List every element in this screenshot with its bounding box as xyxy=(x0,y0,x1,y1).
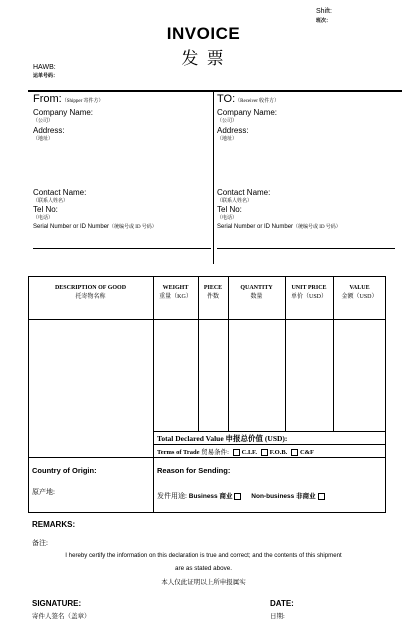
col-header-quantity: QUANTITY 数量 xyxy=(240,285,273,300)
from-tel-label: Tel No: xyxy=(33,205,58,214)
col-header-weight: WEIGHT 重量（KG） xyxy=(159,285,192,300)
to-address-cn: （地址） xyxy=(217,137,238,142)
to-address-label: Address: xyxy=(217,126,249,135)
certify-statement-line2: are as stated above. xyxy=(174,565,233,572)
to-serial-underline xyxy=(217,248,395,249)
to-section xyxy=(217,93,397,142)
header-rule xyxy=(28,90,402,92)
to-company-cn: （公司） xyxy=(217,119,238,124)
to-contact-cn: （联系人姓名） xyxy=(217,199,253,204)
from-address-label: Address: xyxy=(33,126,65,135)
from-serial-underline xyxy=(33,248,211,249)
cif-checkbox[interactable] xyxy=(233,449,240,456)
certify-statement-cn: 本人仅此证明以上所申报属实 xyxy=(161,579,246,586)
country-of-origin-label: Country of Origin: xyxy=(32,466,97,475)
from-heading: From:（Shipper 寄件方） xyxy=(33,93,104,105)
to-tel-cn: （电话） xyxy=(217,216,238,221)
hawb-label-cn: 运单号码： xyxy=(33,73,59,79)
to-company-label: Company Name: xyxy=(217,108,278,117)
date-label-cn: 日期: xyxy=(270,613,285,620)
shift-label-cn: 班次： xyxy=(316,18,332,24)
signature-label-cn: 寄件人签名（盖章） xyxy=(32,613,91,620)
hawb-label: HAWB: xyxy=(33,64,56,71)
certify-statement-line1: I hereby certify the information on this declaration is true and correct; and the contents of this shipment xyxy=(65,552,342,559)
signature-label: SIGNATURE: xyxy=(32,599,82,608)
origin-reason-divider xyxy=(153,458,154,513)
terms-of-trade: Terms of Trade 贸易条件: C.I.F. F.O.B. C&F xyxy=(157,449,315,456)
fob-checkbox[interactable] xyxy=(261,449,268,456)
date-label: DATE: xyxy=(270,599,294,608)
col-header-piece: PIECE 件数 xyxy=(203,285,223,300)
from-tel-cn: （电话） xyxy=(33,216,54,221)
from-serial-label: Serial Number or ID Number（统编号或 ID 号码） xyxy=(33,224,157,230)
col-header-unit-price: UNIT PRICE 单价（USD） xyxy=(290,285,327,300)
col-header-description: DESCRIPTION OF GOOD 托寄物名称 xyxy=(54,285,127,300)
country-of-origin-cn: 原产地: xyxy=(32,488,55,496)
total-declared-value: Total Declared Value 申报总价值 (USD): xyxy=(157,434,288,443)
to-tel-label: Tel No: xyxy=(217,205,242,214)
from-contact-section xyxy=(33,188,211,230)
to-serial-label: Serial Number or ID Number（统编号或 ID 号码） xyxy=(217,224,341,230)
from-company-cn: （公司） xyxy=(33,119,54,124)
invoice-title-cn: 发 票 xyxy=(181,49,226,68)
remarks-label: REMARKS: xyxy=(32,520,76,529)
from-section xyxy=(33,93,211,142)
reason-for-sending-label: Reason for Sending: xyxy=(157,466,231,475)
from-address-cn: （地址） xyxy=(33,137,54,142)
table-totals-rule xyxy=(153,431,386,432)
invoice-title: INVOICE xyxy=(166,24,241,43)
cnf-checkbox[interactable] xyxy=(291,449,298,456)
business-checkbox[interactable] xyxy=(234,493,241,500)
reason-options: 发件用途: Business 商业 Non-business 非商业 xyxy=(157,491,327,501)
remarks-label-cn: 备注: xyxy=(32,539,48,547)
to-contact-section xyxy=(217,188,399,230)
table-terms-rule xyxy=(153,444,386,445)
to-contact-label: Contact Name: xyxy=(217,188,271,197)
to-heading: TO:（Receiver 收件方） xyxy=(217,93,280,105)
col-header-value: VALUE 金额（USD） xyxy=(341,285,378,300)
col-line-1 xyxy=(153,276,154,458)
from-contact-cn: （联系人姓名） xyxy=(33,199,69,204)
from-to-divider xyxy=(213,92,214,264)
shift-label: Shift: xyxy=(316,8,332,15)
from-company-label: Company Name: xyxy=(33,108,94,117)
from-contact-label: Contact Name: xyxy=(33,188,87,197)
non-business-checkbox[interactable] xyxy=(318,493,325,500)
